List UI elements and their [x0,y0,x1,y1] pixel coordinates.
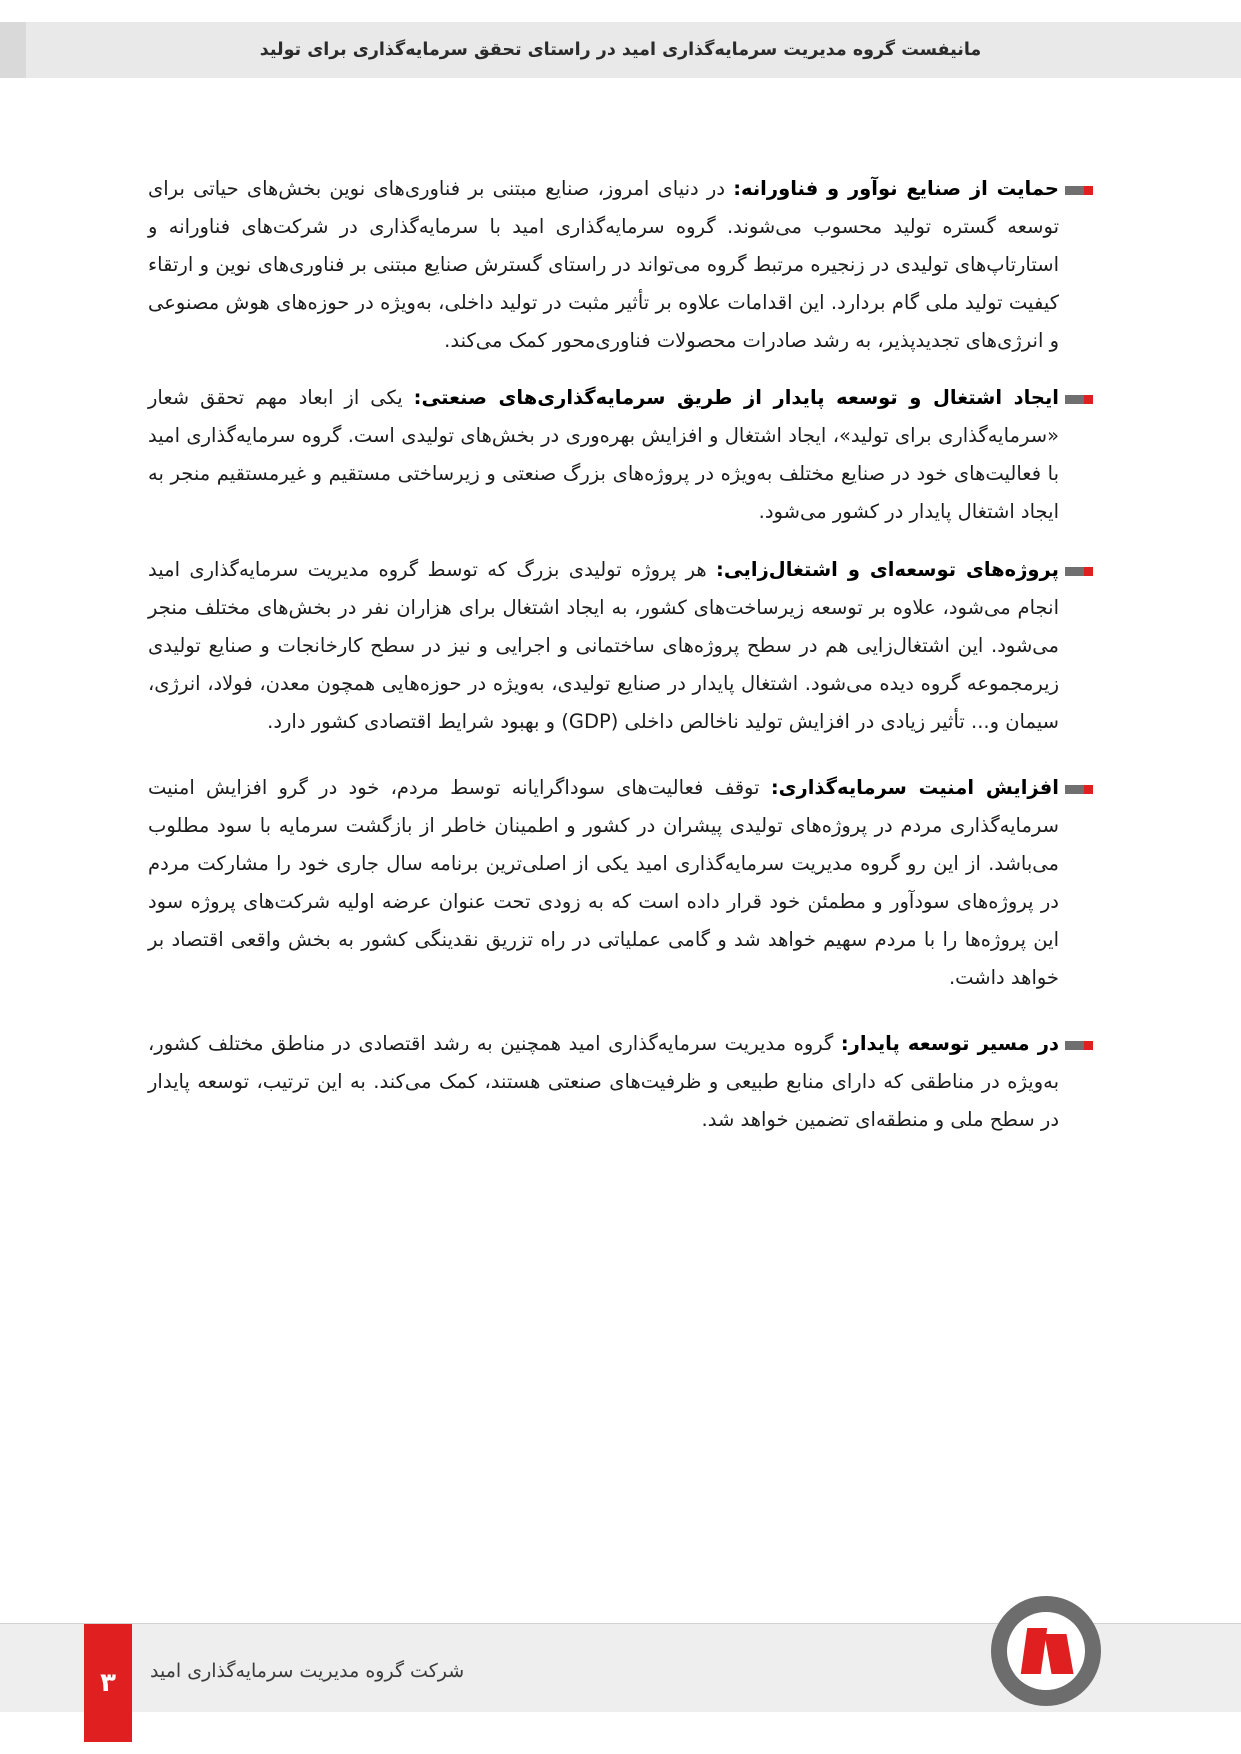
bullet-marker-icon [1065,567,1093,576]
paragraph-4-body: توقف فعالیت‌های سوداگرایانه توسط مردم، خود در گرو افزایش امنیت سرمایه‌گذاری مردم در پروژه‌های تولیدی پیشران در کشور و اطمینان خاطر از بازگشت سرمایه با سود مطلوب می‌باشد. از این رو گروه مدیریت سرمایه‌گذاری امید یکی از اصلی‌ترین برنامه سال جاری خود را مشارکت مردم در پروژه‌های سودآور و مطمئن خود قرار داده است که به زودی تحت عنوان عرضه اولیه شرکت‌های پروژه سود این پروژه‌ها را با مردم سهیم خواهد شد و گامی عملیاتی در راه تزریق نقدینگی کشور به بخش واقعی اقتصاد بر خواهد داشت. [148,775,1059,989]
page-number-badge: ۳ [84,1624,132,1742]
header-left-cap [0,22,26,78]
paragraph-2-lead: ایجاد اشتغال و توسعه پایدار از طریق سرمایه‌گذاری‌های صنعتی: [413,386,1059,410]
paragraph-5-body: گروه مدیریت سرمایه‌گذاری امید همچنین به رشد اقتصادی در مناطق مختلف کشور، به‌ویژه در مناطقی که دارای منابع طبیعی و ظرفیت‌های صنعتی هستند، کمک می‌کند. به این ترتیب، توسعه پایدار در سطح ملی و منطقه‌ای تضمین خواهد شد. [148,1031,1059,1131]
paragraph-3 [148,551,1093,741]
paragraph-5 [148,1025,1093,1139]
paragraph-3-body: هر پروژه تولیدی بزرگ که توسط گروه مدیریت سرمایه‌گذاری امید انجام می‌شود، علاوه بر توسعه زیرساخت‌های کشور، به ایجاد اشتغال برای هزاران نفر در بخش‌های مختلف منجر می‌شود. این اشتغال‌زایی هم در سطح پروژه‌های ساختمانی و اجرایی و نیز در سطح کارخانجات و صنایع تولیدی زیرمجموعه گروه دیده می‌شود. اشتغال پایدار در صنایع تولیدی، به‌ویژه در حوزه‌هایی همچون معدن، فولاد، انرژی، سیمان و... تأثیر زیادی در افزایش تولید ناخالص داخلی (GDP) و بهبود شرایط اقتصادی کشور دارد. [148,557,1059,733]
paragraph-1-lead: حمایت از صنایع نوآور و فناورانه: [733,176,1059,200]
bullet-marker-icon [1065,785,1093,794]
logo-mark-right [1044,1634,1073,1674]
page-header [0,22,1241,78]
bullet-marker-icon [1065,395,1093,404]
bullet-marker-icon [1065,186,1093,195]
paragraph-4 [148,769,1093,997]
paragraph-5-lead: در مسیر توسعه پایدار: [840,1031,1059,1055]
logo-notch [1007,1674,1085,1690]
logo-mark-left [1021,1628,1047,1674]
document-body [148,150,1093,1143]
bullet-marker-icon [1065,1041,1093,1050]
paragraph-3-lead: پروژه‌های توسعه‌ای و اشتغال‌زایی: [716,557,1059,581]
header-title: مانیفست گروه مدیریت سرمایه‌گذاری امید در راستای تحقق سرمایه‌گذاری برای تولید [259,39,982,60]
footer-bottom-strip [0,1712,1241,1754]
paragraph-2 [148,379,1093,531]
paragraph-1 [148,170,1093,360]
logo-inner [1007,1612,1085,1690]
paragraph-1-body: در دنیای امروز، صنایع مبتنی بر فناوری‌های نوین بخش‌های حیاتی برای توسعه گستره تولید محسوب می‌شوند. گروه سرمایه‌گذاری امید با سرمایه‌گذاری در شرکت‌های فناورانه و استارتاپ‌های تولیدی در زنجیره مرتبط گروه می‌تواند در راستای گسترش صنایع مبتنی بر فناوری‌های نوین و ارتقاء کیفیت تولید ملی گام بردارد. این اقدامات علاوه بر تأثیر مثبت در تولید داخلی، به‌ویژه در حوزه‌های هوش مصنوعی و انرژی‌های تجدیدپذیر، به رشد صادرات محصولات فناوری‌محور کمک می‌کند. [148,176,1059,352]
paragraph-4-lead: افزایش امنیت سرمایه‌گذاری: [770,775,1059,799]
company-logo-icon [991,1596,1101,1706]
footer-company-name: شرکت گروه مدیریت سرمایه‌گذاری امید [150,1660,465,1682]
paragraph-2-body: یکی از ابعاد مهم تحقق شعار «سرمایه‌گذاری برای تولید»، ایجاد اشتغال و افزایش بهره‌وری در بخش‌های تولیدی است. گروه سرمایه‌گذاری امید با فعالیت‌های خود در صنایع مختلف به‌ویژه در پروژه‌های بزرگ صنعتی و زیرساختی مستقیم و غیرمستقیم منجر به ایجاد اشتغال پایدار در کشور می‌شود. [148,386,1059,524]
